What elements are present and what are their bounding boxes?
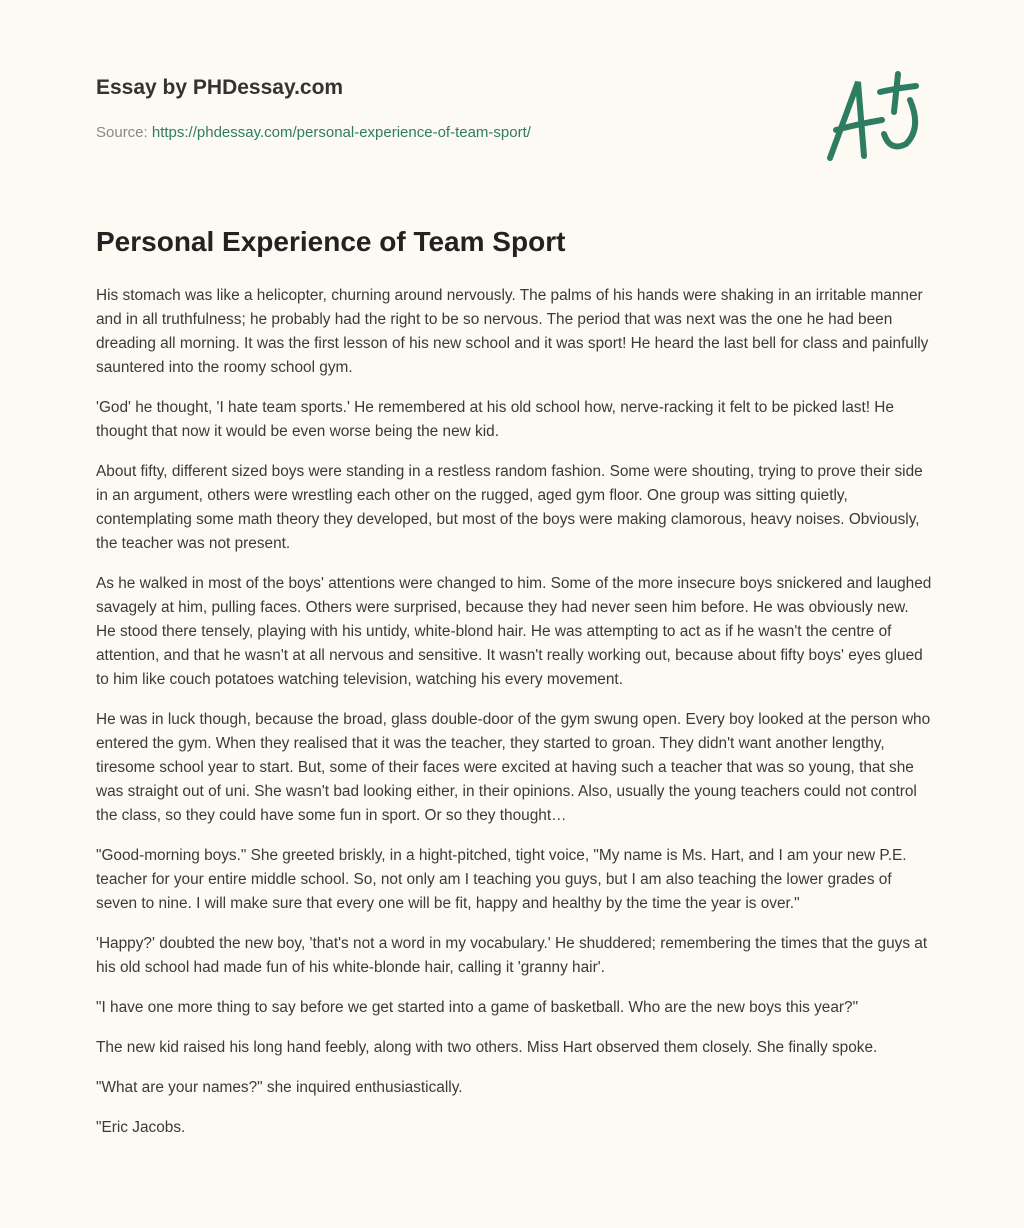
source-link[interactable]: https://phdessay.com/personal-experience-of-team-sport/ [151,124,531,141]
source-label: Source: [96,124,148,141]
a-plus-logo-icon [818,68,928,168]
paragraph: "Good-morning boys." She greeted briskly, in a hight-pitched, tight voice, "My name is Ms. Hart, and I am your new P.E. teacher for your entire middle school. So, not only am I teaching you guys, but I am also teaching the lower grades of seven to nine. I will make sure that every one will be fit, happy and healthy by the time the year is over." [96,847,907,912]
paragraph: "Eric Jacobs. [96,1119,186,1136]
essay-body [96,284,932,1156]
paragraph: 'Happy?' doubted the new boy, 'that's not a word in my vocabulary.' He shuddered; remembering the times that the guys at his old school had made fun of his white-blonde hair, calling it 'granny hair'. [96,935,928,976]
paragraph: As he walked in most of the boys' attentions were changed to him. Some of the more insecure boys snickered and laughed savagely at him, pulling faces. Others were surprised, because they had never seen him before. He was obviously new. He stood there tensely, playing with his untidy, white-blond hair. He was attempting to act as if he wasn't the centre of attention, and that he wasn't at all nervous and sensitive. It wasn't really working out, because about fifty boys' eyes glued to him like couch potatoes watching television, watching his every movement. [96,575,932,688]
site-brand: Essay by PHDessay.com [96,76,344,99]
paragraph: 'God' he thought, 'I hate team sports.' He remembered at his old school how, nerve-racking it felt to be picked last! He thought that now it would be even worse being the new kid. [96,399,894,440]
source-line [96,124,531,141]
paragraph: The new kid raised his long hand feebly, along with two others. Miss Hart observed them closely. She finally spoke. [96,1039,878,1056]
paragraph: His stomach was like a helicopter, churning around nervously. The palms of his hands were shaking in an irritable manner and in all truthfulness; he probably had the right to be so nervous. The period that was next was the one he had been dreading all morning. It was the first lesson of his new school and it was sport! He heard the last bell for class and painfully sauntered into the roomy school gym. [96,287,929,376]
paragraph: "What are your names?" she inquired enthusiastically. [96,1079,463,1096]
paragraph: He was in luck though, because the broad, glass double-door of the gym swung open. Every boy looked at the person who entered the gym. When they realised that it was the teacher, they started to groan. They didn't want another lengthy, tiresome school year to start. But, some of their faces were excited at having such a teacher that was so young, that she was straight out of uni. She wasn't bad looking either, in their opinions. Also, usually the young teachers could not control the class, so they could have some fun in sport. Or so they thought… [96,711,931,824]
paragraph: About fifty, different sized boys were standing in a restless random fashion. Some were shouting, trying to prove their side in an argument, others were wrestling each other on the rugged, aged gym floor. One group was sitting quietly, contemplating some math theory they developed, but most of the boys were making clamorous, heavy noises. Obviously, the teacher was not present. [96,463,923,552]
essay-title: Personal Experience of Team Sport [96,226,566,257]
paragraph: "I have one more thing to say before we get started into a game of basketball. Who are the new boys this year?" [96,999,859,1016]
